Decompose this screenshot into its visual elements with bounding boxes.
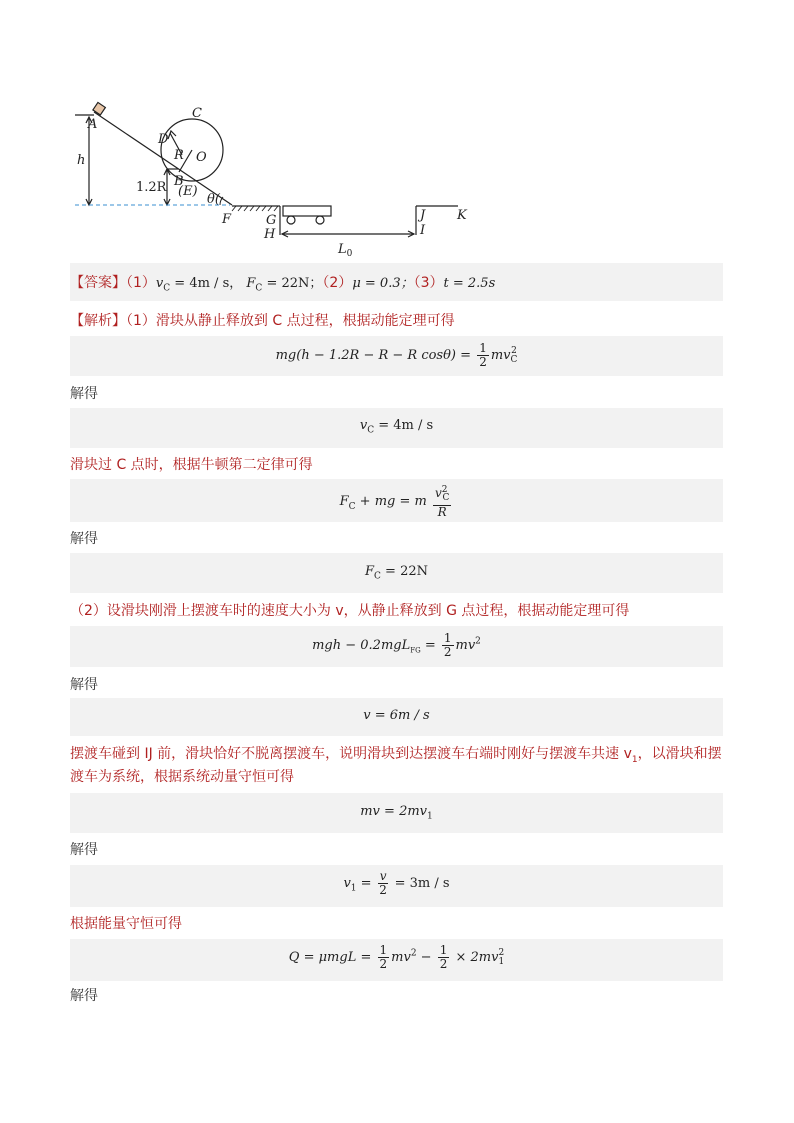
eq5-num: 1 [443,631,452,645]
answer-vc-sub: C [163,283,171,294]
eq5-mid: = [420,638,436,653]
eq1-right: mv [490,348,511,363]
equation-6: v = 6m / s [363,708,430,723]
eq4-f: F [365,564,375,579]
eq7-main: mv = 2mv [360,804,428,819]
eq3-num-sub: C [442,493,450,504]
eq9-s2: 2 [498,947,505,958]
analysis-line-5: 根据能量守恒可得 [70,916,182,932]
solve-1: 解得 [70,386,98,402]
eq9-s1: 2 [410,948,417,959]
eq9-d2: 2 [439,957,448,971]
answer-part2: （2） [322,275,353,291]
eq1-sup: 2 [511,345,517,356]
solve-5: 解得 [70,988,98,1004]
label-O: O [196,150,207,165]
eq2-sub: C [367,425,375,436]
answer-mu: μ = 0.3； [352,276,414,291]
analysis-line-3: （2）设滑块刚滑上摆渡车时的速度大小为 v，从静止释放到 G 点过程，根据动能定理可得 [70,603,630,619]
eq5-sup: 2 [475,636,481,647]
label-h: h [77,153,86,168]
eq1-sub: C [510,354,518,365]
eq3-den: R [437,505,447,520]
solve-4: 解得 [70,842,98,858]
equation-7 [70,804,723,822]
answer-fc-sub: C [255,283,263,294]
eq5-right: mv [455,638,476,653]
label-G: G [266,213,277,228]
eq1-num: 1 [479,341,487,355]
eq3-num: v [434,486,442,500]
answer-t: t = 2.5s [443,276,496,291]
eq1-den: 2 [479,355,487,369]
label-A: A [88,117,98,132]
label-D: D [158,132,169,147]
eq3-frac [433,484,451,519]
eq9-frac-2 [438,944,450,971]
label-C: C [192,106,202,121]
eq3-num-sup: 2 [441,485,448,495]
label-R: R [174,148,184,163]
label-E: (E) [178,184,198,199]
eq3-mid: + mg = m [355,494,427,510]
analysis-text-4a: 摆渡车碰到 IJ 前，滑块恰好不脱离摆渡车，说明滑块到达摆渡车右端时刚好与摆渡车共速 v [70,746,632,762]
eq1-frac [477,342,489,369]
equation-9 [70,944,723,971]
eq8-frac [378,870,389,897]
solve-3: 解得 [70,677,98,693]
eq3-sub: C [348,501,356,512]
eq9-m1: mv [391,950,411,965]
eq9-frac-1 [378,944,390,971]
analysis-text-4a-sub: 1 [631,754,638,765]
eq8-mid: = [356,876,372,891]
label-theta: θ( [207,192,220,207]
label-H: H [264,227,276,242]
eq9-left: Q = μmgL = [288,950,372,965]
eq5-frac [442,632,454,659]
analysis-text-4a-end: ，以滑块和摆 [637,746,722,762]
eq7-sub: 1 [427,811,433,822]
analysis-text-1: （1）滑块从静止释放到 C 点过程，根据动能定理可得 [126,313,455,329]
answer-fc-val: = 22N； [262,276,323,291]
analysis-line-4a [70,744,723,770]
eq8-num: v [379,869,387,883]
analysis-line-2: 滑块过 C 点时，根据牛顿第二定律可得 [70,457,313,473]
answer-tag: 【答案】 [70,275,126,291]
label-K: K [457,208,467,223]
label-I: I [420,223,426,238]
eq9-n1: 1 [379,943,388,957]
solve-2: 解得 [70,531,98,547]
analysis-line-4b: 渡车为系统，根据系统动量守恒可得 [70,769,294,785]
equation-5 [70,632,723,659]
analysis-line-1 [70,311,723,331]
label-L0: $L_0$ [338,242,353,259]
eq4-sub: C [374,571,381,582]
eq9-b2: 1 [498,956,505,967]
eq9-minus: − [416,950,432,965]
eq9-d1: 2 [379,957,388,971]
eq8-right: = 3m / s [390,876,450,891]
answer-vc: v [155,276,164,291]
answer-line [70,273,723,299]
eq8-sub: 1 [350,883,357,894]
equation-8 [70,870,723,897]
eq8-v: v [343,876,351,891]
eq2-val: = 4m / s [374,418,434,433]
answer-vc-val: = 4m / s， [170,276,243,291]
label-B: B [174,174,184,189]
analysis-tag: 【解析】 [70,313,126,329]
answer-fc: F [246,276,256,291]
physics-diagram [70,95,490,265]
eq9-n2: 1 [439,943,448,957]
label-1-2R: 1.2R [136,180,167,195]
eq3-f: F [339,494,349,510]
label-F: F [222,212,232,227]
eq4-val: = 22N [380,564,428,579]
eq5-den: 2 [443,645,452,659]
eq2-v: v [359,418,368,433]
eq9-m2: × 2mv [451,950,499,965]
answer-part3: （3） [413,275,444,291]
eq8-den: 2 [379,883,387,897]
equation-3 [70,484,723,519]
eq1-left: mg(h − 1.2R − R − R cosθ) = [275,348,472,363]
eq5-sub: FG [410,646,421,655]
label-J: J [420,208,426,223]
equation-4 [70,564,723,582]
eq5-left: mgh − 0.2mgL [312,638,411,653]
equation-1 [70,342,723,369]
answer-part1: （1） [126,275,156,291]
equation-2 [70,418,723,436]
